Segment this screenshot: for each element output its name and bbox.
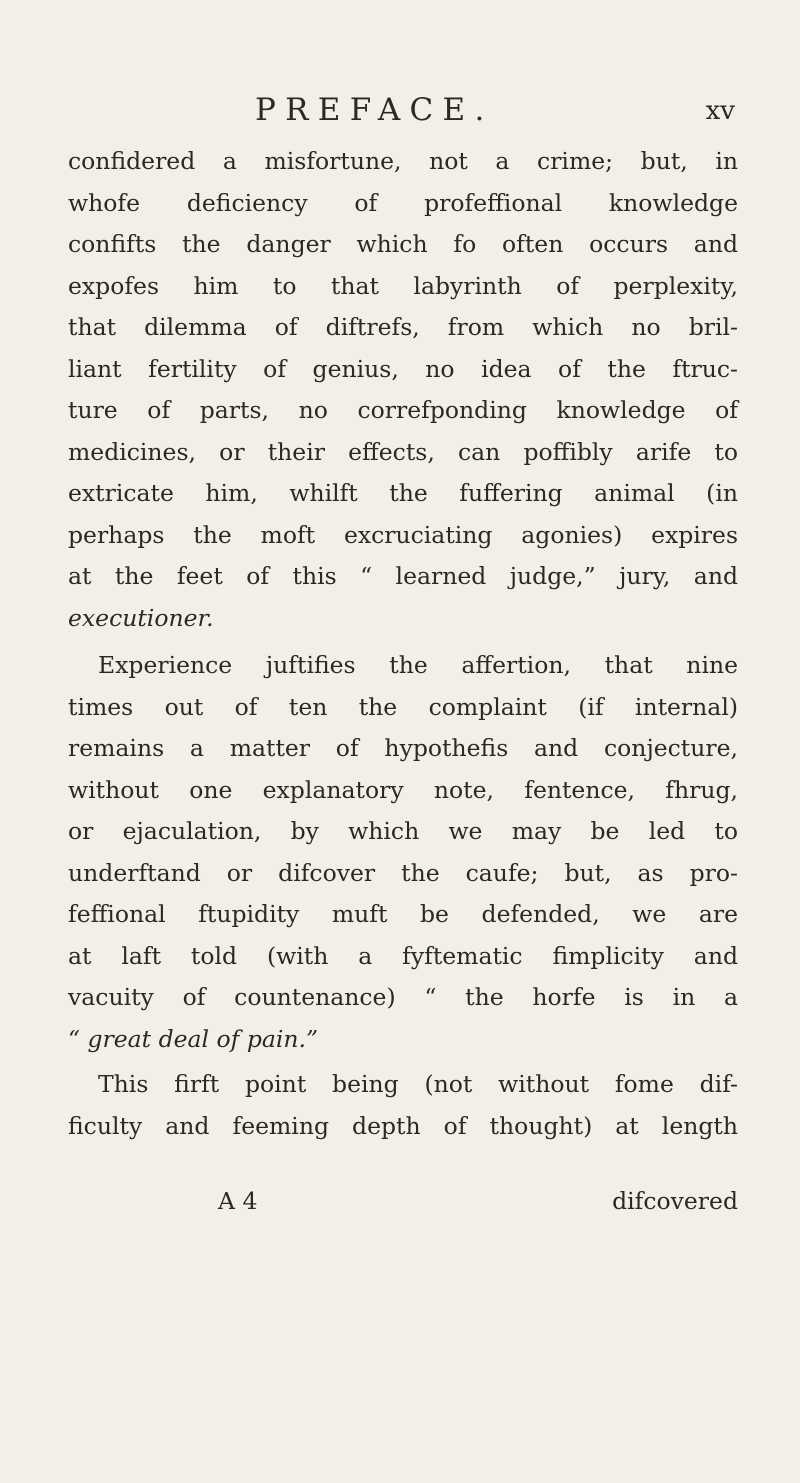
catchword: difcovered [612, 1187, 738, 1215]
text-line: at laft told (with a fyftematic fimplicity and [68, 941, 738, 970]
text-line: ture of parts, no correfponding knowledge of [68, 396, 738, 424]
text-line: underftand or difcover the caufe; but, as pro- [68, 858, 738, 887]
text-line: liant fertility of genius, no idea of the ftruc- [68, 354, 738, 383]
text-line: whofe deficiency of profeffional knowledge [68, 188, 738, 217]
text-line: remains a matter of hypothefis and conjecture, [68, 734, 738, 762]
text-line: confidered a misfortune, not a crime; but, in [68, 147, 738, 175]
signature-mark: A 4 [218, 1187, 258, 1215]
text-line: confifts the danger which fo often occurs and [68, 230, 738, 258]
text-line [68, 1019, 738, 1061]
page-number: xv [705, 96, 735, 126]
running-header [255, 92, 735, 128]
text-line: at the feet of this “ learned judge,” jury, and [68, 562, 738, 590]
text-line: vacuity of countenance) “ the horfe is in a [68, 983, 738, 1011]
text-line: or ejaculation, by which we may be led to [68, 817, 738, 845]
text-line: Experience juftifies the affertion, that nine [98, 651, 738, 679]
paragraph-3 [68, 1064, 738, 1147]
text-line: ficulty and feeming depth of thought) at length [68, 1111, 738, 1140]
text-line: feffional ftupidity muft be defended, we are [68, 900, 738, 928]
header-title: PREFACE. [255, 92, 494, 128]
italic-text: “ great deal of pain.” [68, 1024, 319, 1053]
text-line [68, 598, 738, 640]
text-line: expofes him to that labyrinth of perplexity, [68, 271, 738, 300]
text-line: perhaps the moft excruciating agonies) expires [68, 520, 738, 549]
text-line: without one explanatory note, fentence, fhrug, [68, 775, 738, 804]
text-line: This firft point being (not without fome dif- [98, 1070, 738, 1098]
text-line: extricate him, whilft the fuffering animal (in [68, 479, 738, 507]
italic-text: executioner. [68, 603, 214, 632]
text-line: that dilemma of diftrefs, from which no bril- [68, 313, 738, 341]
paragraph-2 [68, 645, 738, 1060]
text-line: times out of ten the complaint (if internal) [68, 692, 738, 721]
paragraph-1 [68, 141, 738, 639]
text-line: medicines, or their effects, can poffibly arife to [68, 437, 738, 466]
